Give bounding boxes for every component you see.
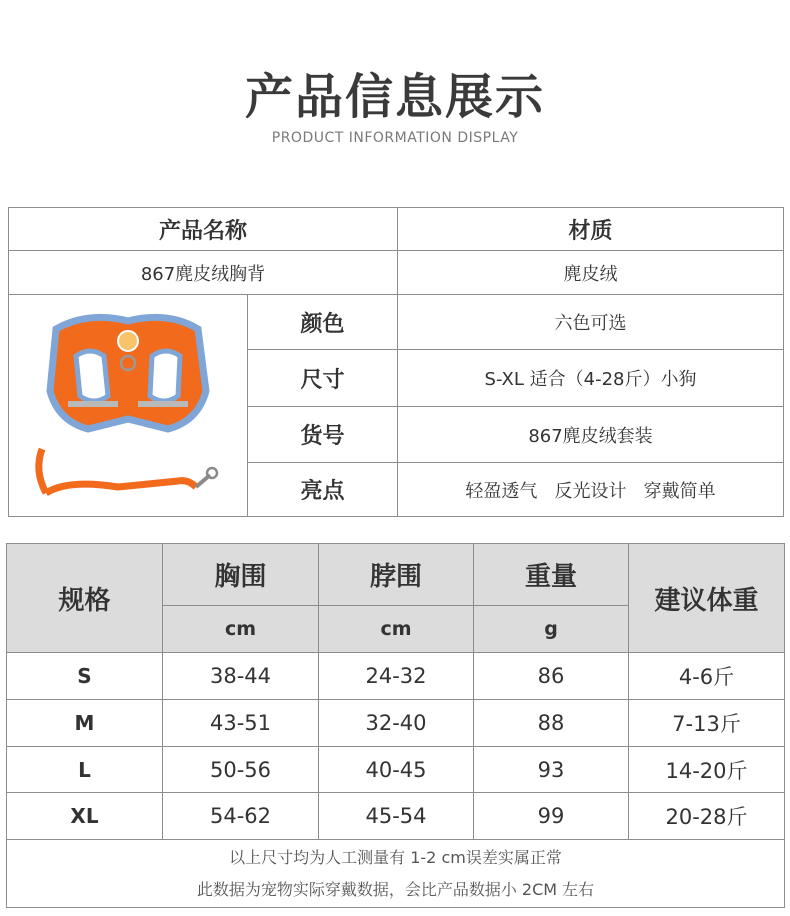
neck-cell: 45-54 (365, 804, 427, 828)
dog-harness-icon (28, 301, 228, 511)
neck-unit: cm (319, 606, 473, 652)
measurement-note: 以上尺寸均为人工测量有 1-2 cm误差实属正常 (229, 847, 562, 867)
highlights-value: 轻盈透气 反光设计 穿戴简单 (465, 480, 716, 502)
item-number-label: 货号 (300, 424, 345, 449)
chest-cell: 38-44 (209, 664, 272, 688)
weight-cell: 86 (537, 664, 565, 688)
size-cell-xl: XL (70, 804, 99, 828)
chest-header: 胸围 (163, 544, 318, 605)
size-cell-l: L (78, 757, 91, 782)
suggested-weight-cell: 14-20斤 (665, 758, 748, 783)
neck-cell: 24-32 (365, 664, 427, 688)
material-value: 麂皮绒 (563, 263, 618, 285)
color-label: 颜色 (300, 311, 345, 337)
divider (163, 605, 628, 606)
color-value: 六色可选 (554, 313, 627, 334)
chest-cell: 54-62 (209, 804, 272, 828)
item-number-value: 867麂皮绒套装 (528, 425, 653, 447)
product-name-value: 867麂皮绒胸背 (140, 263, 266, 285)
spec-header: 规格 (7, 544, 162, 652)
page-title: 产品信息展示 (244, 69, 545, 125)
material-header: 材质 (568, 218, 613, 244)
suggested-weight-cell: 4-6斤 (678, 665, 735, 689)
product-image (9, 295, 247, 516)
wearing-data-note: 此数据为宠物实际穿戴数据，会比产品数据小 2CM 左右 (196, 879, 595, 899)
product-info-table (8, 207, 784, 517)
weight-cell: 93 (537, 757, 565, 782)
chest-unit: cm (163, 606, 318, 652)
weight-header: 重量 (474, 544, 628, 605)
size-value: S-XL 适合（4-28斤）小狗 (484, 369, 697, 390)
neck-header: 脖围 (319, 544, 473, 605)
size-cell-s: S (77, 664, 92, 688)
weight-cell: 88 (537, 711, 565, 735)
weight-unit: g (474, 606, 628, 652)
size-cell-m: M (74, 711, 95, 735)
suggested-weight-cell: 20-28斤 (665, 805, 748, 829)
size-label: 尺寸 (300, 367, 345, 393)
size-chart-table (6, 543, 785, 908)
product-name-header: 产品名称 (158, 218, 247, 244)
suggested-weight-cell: 7-13斤 (672, 712, 741, 736)
weight-cell: 99 (537, 804, 565, 828)
neck-cell: 40-45 (365, 757, 427, 782)
suggested-weight-header: 建议体重 (629, 544, 784, 652)
chest-cell: 50-56 (209, 757, 272, 782)
chest-cell: 43-51 (209, 711, 272, 735)
highlights-label: 亮点 (300, 479, 345, 504)
page-subtitle: PRODUCT INFORMATION DISPLAY (271, 130, 519, 146)
neck-cell: 32-40 (365, 711, 427, 735)
divider (7, 839, 784, 840)
